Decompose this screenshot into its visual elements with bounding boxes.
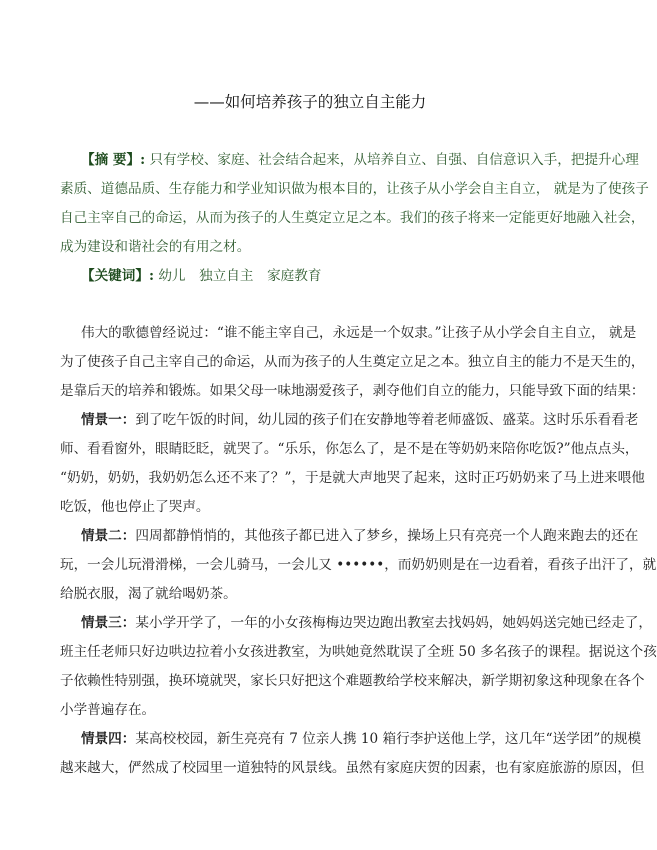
paragraph-line: 小学普遍存在。 [60,702,156,718]
abstract-line: 成为建设和谐社会的有用之材。 [60,239,251,255]
keywords-text: 幼儿 独立自主 家庭教育 [158,268,322,284]
abstract-line: 素质、道德品质、生存能力和学业知识做为根本目的，让孩子从小学会自主自立， 就是为了使孩子 [60,181,649,197]
abstract-line: 【摘 要】: 只有学校、家庭、社会结合起来，从培养自立、自强、自信意识入手，把提升心理 [81,152,639,168]
paragraph-line: 越来越大，俨然成了校园里一道独特的风景线。虽然有家庭庆贺的因素，也有家庭旅游的原因，但 [60,760,645,776]
scenario-label: 情景四： [81,731,136,747]
keywords-label: 【关键词】: [81,268,154,284]
paragraph-line: 为了使孩子自己主宰自己的命运，从而为孩子的人生奠定立足之本。独立自主的能力不是天生的， [60,354,645,370]
paragraph-line: 吃饭，他也停止了哭声。 [60,499,210,515]
scenario-label: 情景三： [81,615,136,631]
paragraph-line: 给脱衣服，渴了就给喝奶茶。 [60,586,237,602]
keywords-line [60,262,540,291]
scenario-label: 情景一： [81,412,136,428]
paragraph-line: 是靠后天的培养和锻炼。如果父母一味地溺爱孩子，剥夺他们自立的能力，只能导致下面的结果： [60,383,645,399]
scenario-label: 情景二： [81,528,136,544]
paragraph-line: 子依赖性特别强，换环境就哭，家长只好把这个难题教给学校来解决，新学期初象这种现象在各个 [60,673,645,689]
abstract-label: 【摘 要】: [81,152,146,168]
paragraph-line: 师、看看窗外，眼睛眨眨，就哭了。“乐乐，你怎么了，是不是在等奶奶来陪你吃饭?”他点点头， [60,441,639,457]
abstract-line: 自己主宰自己的命运，从而为孩子的人生奠定立足之本。我们的孩子将来一定能更好地融入社会， [60,210,645,226]
document-title: ——如何培养孩子的独立自主能力 [193,93,427,111]
paragraph-line: 玩，一会儿玩滑滑梯，一会儿骑马，一会儿又 ••••••，而奶奶则是在一边看着，看孩子出汗了，就 [60,557,657,573]
paragraph-line: 情景一：到了吃午饭的时间，幼儿园的孩子们在安静地等着老师盛饭、盛菜。这时乐乐看看老 [81,412,639,428]
paragraph-line: 班主任老师只好边哄边拉着小女孩进教室，为哄她竟然耽误了全班 50 多名孩子的课程。据说这个孩 [60,644,657,660]
paragraph-line: 情景三：某小学开学了，一年的小女孩梅梅边哭边跑出教室去找妈妈，她妈妈送完她已经走了， [81,615,652,631]
paragraph-line: “奶奶，奶奶，我奶奶怎么还不来了？”，于是就大声地哭了起来，这时正巧奶奶来了马上进来喂他 [60,470,645,486]
body-text [60,319,657,783]
abstract-section [60,146,649,291]
paragraph-line: 伟大的歌德曾经说过：“谁不能主宰自己，永远是一个奴隶。”让孩子从小学会自主自立， 就是 [81,325,637,341]
paragraph-line: 情景二：四周都静悄悄的，其他孩子都已进入了梦乡，操场上只有亮亮一个人跑来跑去的还在 [81,528,639,544]
paragraph-line: 情景四：某高校校园，新生亮亮有 7 位亲人携 10 箱行李护送他上学，这几年“送学团”的规模 [81,731,642,747]
